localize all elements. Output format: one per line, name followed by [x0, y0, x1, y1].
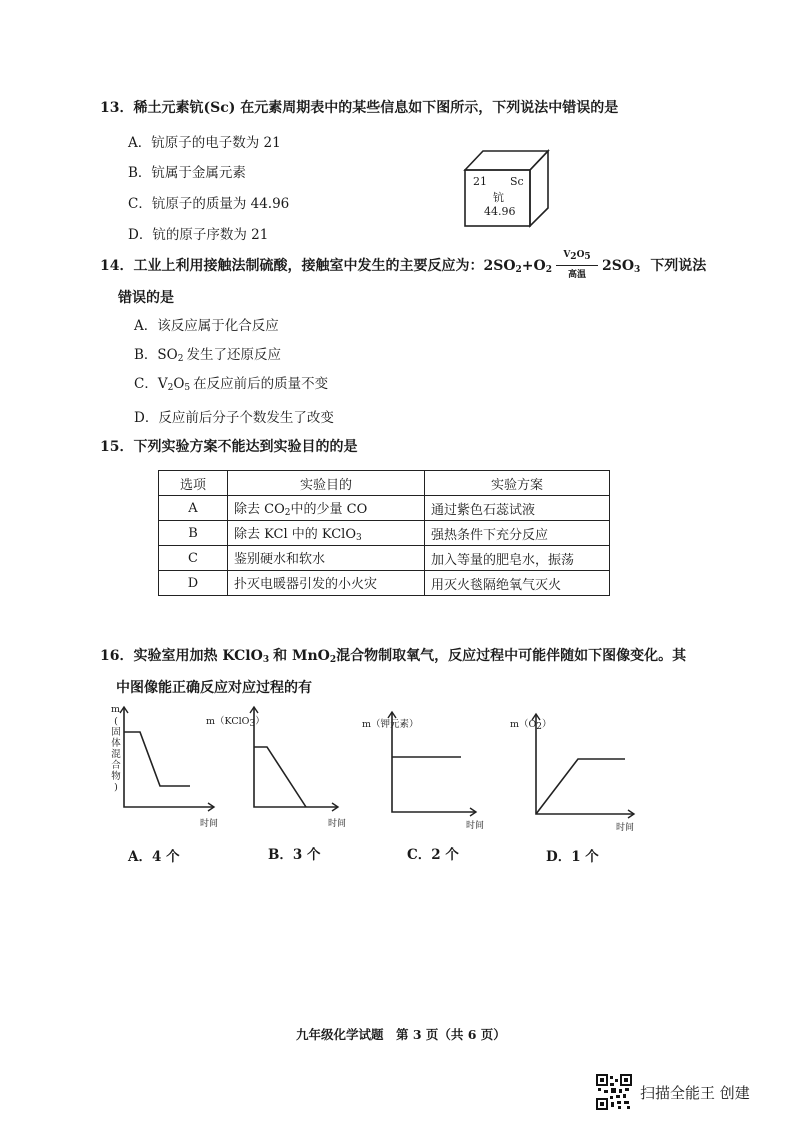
graph3-potassium-mass	[386, 710, 481, 820]
element-mass: 44.96	[484, 205, 516, 218]
row-goal: 除去 KCl 中的 KClO$_3$	[228, 521, 425, 546]
q16-option-d: D．1 个	[546, 849, 599, 865]
q16-stem: 16．实验室用加热 KClO$_3$ 和 MnO$_2$混合物制取氧气，反应过程中可能伴随如下图像变化。其	[100, 648, 687, 665]
graph2-xlabel: 时间	[328, 819, 347, 829]
q14-option-b: B．$SO_2$ 发生了还原反应	[134, 347, 281, 364]
reaction-condition: $\frac{V2O5}{\text{高温}}$	[556, 259, 598, 273]
header-option: 选项	[159, 471, 228, 496]
row-option: C	[159, 546, 228, 571]
graph1-solid-mass	[118, 705, 218, 815]
page-footer: 九年级化学试题 第 3 页（共 6 页）	[296, 1027, 506, 1042]
table-header-row	[159, 471, 610, 496]
q14-option-d: D．反应前后分子个数发生了改变	[134, 410, 334, 426]
row-option: A	[159, 496, 228, 521]
graph4-oxygen-mass	[530, 712, 640, 822]
element-symbol: Sc	[510, 175, 524, 188]
table-row	[159, 571, 610, 596]
graph3-xlabel: 时间	[466, 821, 485, 831]
graph2-kclo3-mass	[248, 705, 343, 815]
row-option: D	[159, 571, 228, 596]
graph1-ylabel-vertical: ( 固 体 混 合 物 )	[111, 716, 121, 793]
table-row	[159, 546, 610, 571]
graph4-ylabel: m（O2）	[510, 719, 552, 732]
qr-code-icon	[596, 1074, 632, 1110]
q13-option-a: A．钪原子的电子数为 21	[128, 135, 281, 151]
q14-stem-cont: 错误的是	[118, 290, 174, 306]
q16-option-c: C．2 个	[407, 847, 459, 863]
row-option: B	[159, 521, 228, 546]
header-plan: 实验方案	[425, 471, 610, 496]
q13-option-c: C．钪原子的质量为 44.96	[128, 196, 290, 212]
table-row	[159, 521, 610, 546]
row-plan: 用灭火毯隔绝氧气灭火	[425, 571, 610, 596]
q13-option-b: B．钪属于金属元素	[128, 165, 246, 181]
graph3-ylabel: m（钾元素）	[362, 719, 419, 730]
row-plan: 通过紫色石蕊试液	[425, 496, 610, 521]
row-goal: 扑灭电暖器引发的小火灾	[228, 571, 425, 596]
graph2-ylabel: m（KClO3）	[206, 716, 265, 729]
row-goal: 除去 $CO_2$中的少量 CO	[228, 496, 425, 521]
q15-stem: 15．下列实验方案不能达到实验目的的是	[100, 439, 358, 455]
graph1-xlabel: 时间	[200, 819, 219, 829]
q14-option-c: C．$V_2O_5$ 在反应前后的质量不变	[134, 376, 329, 393]
table-row	[159, 496, 610, 521]
graph4-xlabel: 时间	[616, 823, 635, 833]
row-plan: 强热条件下充分反应	[425, 521, 610, 546]
header-goal: 实验目的	[228, 471, 425, 496]
q14-stem: 14．工业上利用接触法制硫酸，接触室中发生的主要反应为：$2SO_2+O_2$ $\frac{V2O5}{\text{高温}}$ $2SO_3$ 下列说法	[100, 250, 707, 280]
row-plan: 加入等量的肥皂水，振荡	[425, 546, 610, 571]
q13-option-d: D．钪的原子序数为 21	[128, 227, 269, 243]
row-goal: 鉴别硬水和软水	[228, 546, 425, 571]
q14-option-a: A．该反应属于化合反应	[134, 318, 279, 334]
brand-label: 扫描全能王 创建	[640, 1084, 750, 1102]
q13-stem: 13．稀土元素钪(Sc) 在元素周期表中的某些信息如下图所示，下列说法中错误的是	[100, 100, 619, 116]
q16-option-a: A．4 个	[128, 849, 180, 865]
element-name: 钪	[493, 191, 504, 204]
experiment-table	[158, 470, 610, 596]
q16-option-b: B．3 个	[268, 847, 321, 863]
graph1-ylabel-m: m	[111, 704, 121, 715]
element-number: 21	[473, 175, 487, 188]
q16-stem-cont: 中图像能正确反应对应过程的有	[116, 680, 312, 696]
